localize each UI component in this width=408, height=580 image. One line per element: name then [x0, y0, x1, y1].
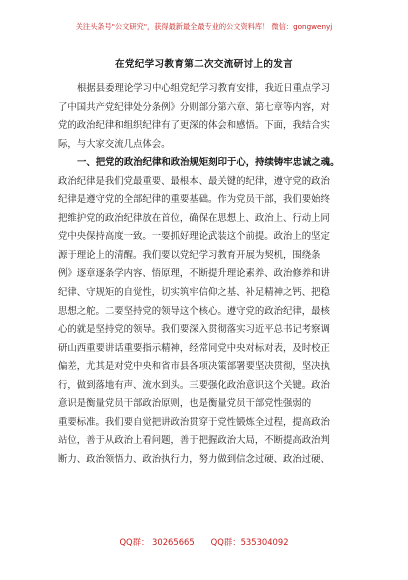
paragraph-line: 偏差，尤其是对党中央和省市县各项决策部署要坚决贯彻，坚决执	[58, 361, 330, 373]
paragraph-line: 意识是衡量党员干部政治原则，也是衡量党员干部党性强弱的	[58, 398, 312, 410]
paragraph-line: 源于理论上的清醒。我们要以党纪学习教育开展为契机，围绕条	[58, 249, 321, 261]
paragraph-line: 根据县委理论学习中心组党纪学习教育安排，我近日重点学习	[77, 83, 331, 94]
paragraph-line: 纪律是遵守党的全部纪律的重要基础。作为党员干部，我们要始终	[58, 194, 330, 206]
paragraph-line: 党中央保持高度一致。一要抓好理论武装这个前提。政治上的坚定	[58, 231, 330, 243]
paragraph-line: 把维护党的政治纪律放在首位，确保在思想上、政治上、行动上同	[58, 212, 330, 224]
paragraph-line: 例》逐章逐条学内容、悟原理，不断提升理论素养、政治修养和讲	[58, 268, 330, 280]
paragraph-line: 际，与大家交流几点体会。	[58, 138, 171, 150]
paragraph-line: 心的就是坚持党的领导。我们要深入贯彻落实习近平总书记考察调	[58, 324, 330, 336]
paragraph-line: 纪律、守规矩的自觉性，切实筑牢信仰之基、补足精神之钙、把稳	[58, 287, 330, 299]
paragraph-line: 了中国共产党纪律处分条例》分则部分第六章、第七章等内容，对	[58, 101, 330, 113]
footer-contact: QQ群： 30265665 QQ群：535304092	[119, 537, 289, 547]
paragraph-line: 重要标准。我们要自觉把讲政治贯穿于党性锻炼全过程，提高政治	[58, 416, 330, 428]
document-title: 在党纪学习教育第二次交流研讨上的发言	[114, 59, 294, 70]
paragraph-line: 政治纪律是我们党最重要、最根本、最关键的纪律，遵守党的政治	[58, 175, 330, 187]
section-heading: 一、把党的政治纪律和政治规矩刻印于心，持续铸牢忠诚之魂。	[77, 157, 340, 169]
paragraph-line: 思想之舵。二要坚持党的领导这个核心。遵守党的政治纪律，最核	[58, 305, 330, 317]
paragraph-line: 断力、政治领悟力、政治执行力，努力做到信念过硬、政治过硬、	[58, 453, 330, 465]
document-body	[58, 80, 346, 469]
paragraph-line: 党的政治纪律和组织纪律有了更深的体会和感悟。下面，我结合实	[58, 120, 330, 132]
paragraph-line: 行，做到落地有声、流水到头。三要强化政治意识这个关键。政治	[58, 379, 330, 391]
header-banner: 关注头条号"公文研究"，获得最新最全最专业的公文资料库！ 微信：gongwenyj	[75, 22, 333, 31]
paragraph-line: 研山西重要讲话重要指示精神，经常同党中央对标对表，及时校正	[58, 342, 330, 354]
paragraph-line: 站位，善于从政治上看问题，善于把握政治大局，不断提高政治判	[58, 435, 330, 447]
